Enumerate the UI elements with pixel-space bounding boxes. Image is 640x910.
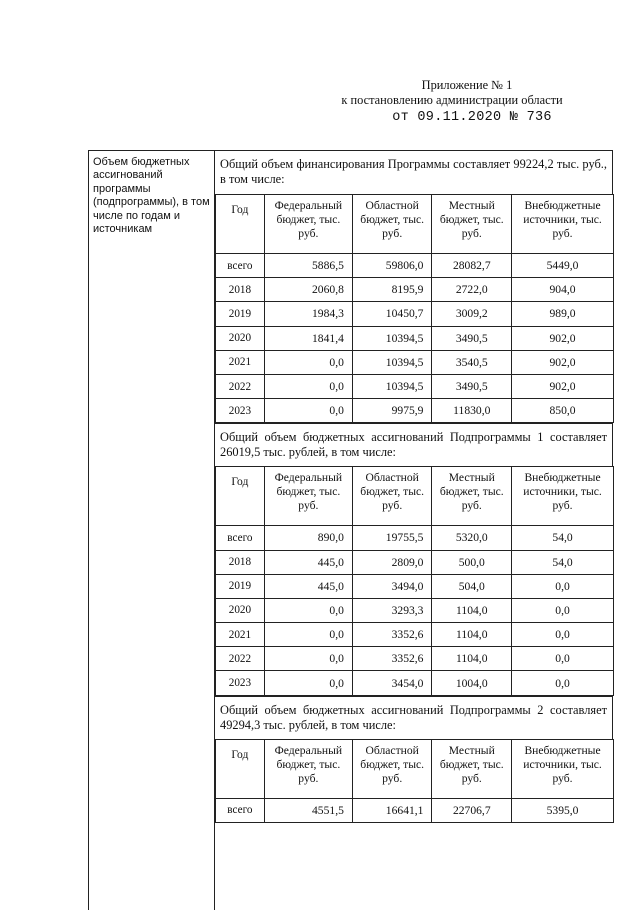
table-row [216, 399, 614, 423]
amount-cell: 16641,1 [352, 798, 432, 822]
amount-cell: 0,0 [512, 598, 614, 622]
table-row [216, 254, 614, 278]
table-row [216, 623, 614, 647]
appendix-subtitle: к постановлению администрации области [341, 93, 563, 107]
year-cell: 2022 [216, 647, 265, 671]
table-header-row [216, 467, 614, 526]
amount-cell: 10450,7 [352, 302, 432, 326]
amount-cell: 1104,0 [432, 647, 512, 671]
table-header-row [216, 195, 614, 254]
financing-table [215, 194, 614, 423]
amount-cell: 0,0 [264, 350, 352, 374]
amount-cell: 3540,5 [432, 350, 512, 374]
amount-cell: 0,0 [512, 647, 614, 671]
column-header: Федеральный бюджет, тыс. руб. [264, 739, 352, 798]
column-header: Местный бюджет, тыс. руб. [432, 195, 512, 254]
amount-cell: 0,0 [264, 399, 352, 423]
year-cell: 2020 [216, 326, 265, 350]
amount-cell: 1104,0 [432, 598, 512, 622]
column-header: Год [216, 195, 265, 254]
amount-cell: 4551,5 [264, 798, 352, 822]
year-cell: 2021 [216, 350, 265, 374]
table-row [216, 302, 614, 326]
amount-cell: 10394,5 [352, 350, 432, 374]
table-row [216, 550, 614, 574]
passport-table [88, 150, 613, 910]
amount-cell: 2722,0 [432, 278, 512, 302]
amount-cell: 9975,9 [352, 399, 432, 423]
amount-cell: 5395,0 [512, 798, 614, 822]
amount-cell: 500,0 [432, 550, 512, 574]
amount-cell: 28082,7 [432, 254, 512, 278]
table-row [216, 647, 614, 671]
amount-cell: 5449,0 [512, 254, 614, 278]
column-header: Внебюджетные источники, тыс. руб. [512, 467, 614, 526]
amount-cell: 59806,0 [352, 254, 432, 278]
amount-cell: 890,0 [264, 526, 352, 550]
year-cell: 2020 [216, 598, 265, 622]
year-cell: всего [216, 798, 265, 822]
year-cell: 2022 [216, 374, 265, 398]
table-row [216, 671, 614, 695]
column-header: Год [216, 739, 265, 798]
section-intro: Общий объем бюджетных ассигнований Подпрограммы 2 составляет 49294,3 тыс. рублей, в том числе: [215, 696, 613, 739]
column-header: Областной бюджет, тыс. руб. [352, 739, 432, 798]
amount-cell: 5886,5 [264, 254, 352, 278]
amount-cell: 1004,0 [432, 671, 512, 695]
year-cell: 2019 [216, 574, 265, 598]
column-header: Областной бюджет, тыс. руб. [352, 467, 432, 526]
column-header: Областной бюджет, тыс. руб. [352, 195, 432, 254]
column-header: Местный бюджет, тыс. руб. [432, 467, 512, 526]
amount-cell: 902,0 [512, 374, 614, 398]
amount-cell: 902,0 [512, 350, 614, 374]
amount-cell: 3494,0 [352, 574, 432, 598]
table-row [216, 598, 614, 622]
amount-cell: 504,0 [432, 574, 512, 598]
amount-cell: 5320,0 [432, 526, 512, 550]
amount-cell: 3490,5 [432, 326, 512, 350]
amount-cell: 904,0 [512, 278, 614, 302]
amount-cell: 22706,7 [432, 798, 512, 822]
financing-table [215, 739, 614, 823]
column-header: Внебюджетные источники, тыс. руб. [512, 739, 614, 798]
amount-cell: 445,0 [264, 550, 352, 574]
amount-cell: 3352,6 [352, 623, 432, 647]
amount-cell: 0,0 [264, 598, 352, 622]
financing-cell [215, 151, 613, 910]
amount-cell: 0,0 [512, 574, 614, 598]
column-header: Местный бюджет, тыс. руб. [432, 739, 512, 798]
amount-cell: 0,0 [264, 671, 352, 695]
amount-cell: 54,0 [512, 550, 614, 574]
year-cell: 2023 [216, 671, 265, 695]
table-row [216, 350, 614, 374]
amount-cell: 19755,5 [352, 526, 432, 550]
amount-cell: 2060,8 [264, 278, 352, 302]
amount-cell: 850,0 [512, 399, 614, 423]
year-cell: всего [216, 526, 265, 550]
row-label-cell [89, 151, 215, 910]
amount-cell: 54,0 [512, 526, 614, 550]
amount-cell: 1841,4 [264, 326, 352, 350]
amount-cell: 2809,0 [352, 550, 432, 574]
amount-cell: 0,0 [512, 671, 614, 695]
amount-cell: 0,0 [512, 623, 614, 647]
table-row [216, 526, 614, 550]
amount-cell: 10394,5 [352, 374, 432, 398]
amount-cell: 1984,3 [264, 302, 352, 326]
amount-cell: 902,0 [512, 326, 614, 350]
year-cell: 2018 [216, 550, 265, 574]
year-cell: всего [216, 254, 265, 278]
amount-cell: 989,0 [512, 302, 614, 326]
amount-cell: 1104,0 [432, 623, 512, 647]
amount-cell: 3454,0 [352, 671, 432, 695]
amount-cell: 8195,9 [352, 278, 432, 302]
table-row [216, 374, 614, 398]
column-header: Внебюджетные источники, тыс. руб. [512, 195, 614, 254]
row-label: Объем бюджетных ассигнований программы (подпрограммы), в том числе по годам и источникам [93, 156, 210, 236]
amount-cell: 0,0 [264, 623, 352, 647]
amount-cell: 3352,6 [352, 647, 432, 671]
amount-cell: 3490,5 [432, 374, 512, 398]
table-row [216, 574, 614, 598]
financing-table [215, 466, 614, 695]
decree-reference: от 09.11.2020 № 736 [392, 110, 552, 125]
year-cell: 2023 [216, 399, 265, 423]
amount-cell: 3293,3 [352, 598, 432, 622]
year-cell: 2021 [216, 623, 265, 647]
appendix-title: Приложение № 1 [421, 78, 513, 92]
column-header: Федеральный бюджет, тыс. руб. [264, 467, 352, 526]
table-row [216, 326, 614, 350]
amount-cell: 10394,5 [352, 326, 432, 350]
amount-cell: 445,0 [264, 574, 352, 598]
document-header [322, 78, 582, 125]
amount-cell: 0,0 [264, 374, 352, 398]
amount-cell: 11830,0 [432, 399, 512, 423]
year-cell: 2018 [216, 278, 265, 302]
column-header: Год [216, 467, 265, 526]
table-row [216, 278, 614, 302]
table-header-row [216, 739, 614, 798]
section-intro: Общий объем бюджетных ассигнований Подпрограммы 1 составляет 26019,5 тыс. рублей, в том числе: [215, 423, 613, 466]
section-intro: Общий объем финансирования Программы составляет 99224,2 тыс. руб., в том числе: [215, 151, 613, 194]
table-row [216, 798, 614, 822]
column-header: Федеральный бюджет, тыс. руб. [264, 195, 352, 254]
amount-cell: 0,0 [264, 647, 352, 671]
year-cell: 2019 [216, 302, 265, 326]
amount-cell: 3009,2 [432, 302, 512, 326]
